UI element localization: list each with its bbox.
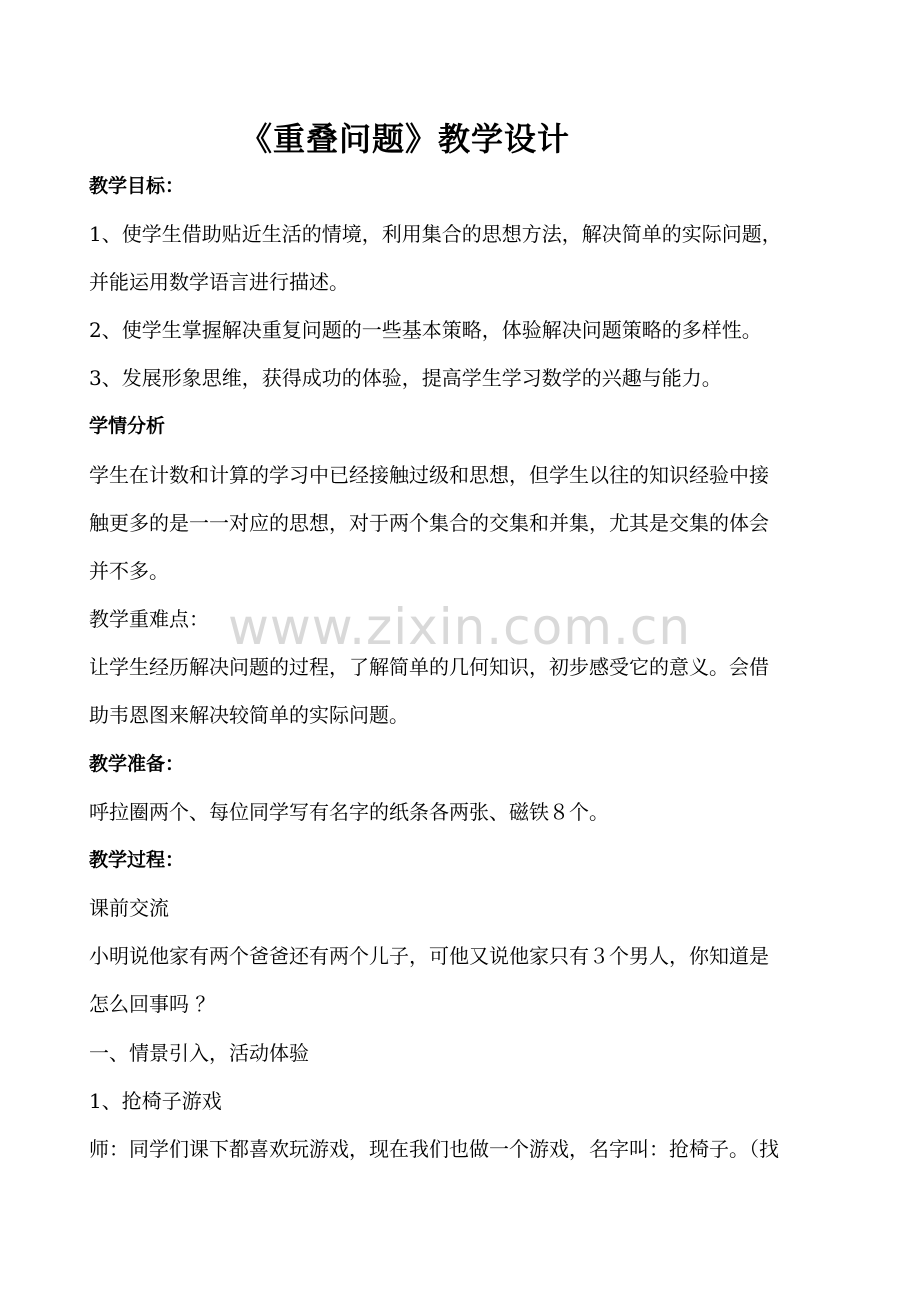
- heading-teaching-process: 教学过程：: [89, 849, 185, 871]
- watermark: www.zixin.com.cn: [228, 598, 692, 656]
- paragraph-line: 呼拉圈两个、每位同学写有名字的纸条各两张、磁铁８个。: [89, 800, 609, 824]
- paragraph-line: 一、情景引入，活动体验: [89, 1041, 309, 1065]
- paragraph-line: 师：同学们课下都喜欢玩游戏，现在我们也做一个游戏，名字叫：抢椅子。（找: [89, 1137, 779, 1161]
- heading-student-analysis: 学情分析: [89, 415, 166, 437]
- paragraph-line: 并能运用数学语言进行描述。: [89, 270, 349, 294]
- paragraph-line: 1、使学生借助贴近生活的情境，利用集合的思想方法，解决简单的实际问题，: [89, 222, 782, 246]
- paragraph-line: 怎么回事吗 ？: [89, 992, 216, 1016]
- paragraph-line: 小明说他家有两个爸爸还有两个儿子，可他又说他家只有３个男人，你知道是: [89, 944, 769, 968]
- paragraph-line: 2、使学生掌握解决重复问题的一些基本策略，体验解决问题策略的多样性。: [89, 318, 762, 342]
- paragraph-line: 让学生经历解决问题的过程，了解简单的几何知识，初步感受它的意义。会借: [89, 655, 769, 679]
- paragraph-line: 学生在计数和计算的学习中已经接触过级和思想，但学生以往的知识经验中接: [89, 463, 769, 487]
- heading-preparation: 教学准备：: [89, 753, 185, 775]
- document-title: 《重叠问题》教学设计: [240, 120, 571, 158]
- paragraph-line: 3、发展形象思维，获得成功的体验，提高学生学习数学的兴趣与能力。: [89, 366, 722, 390]
- heading-teaching-goals: 教学目标：: [89, 175, 185, 197]
- paragraph-line: 助韦恩图来解决较简单的实际问题。: [89, 703, 409, 727]
- heading-key-difficulties: 教学重难点：: [89, 607, 209, 631]
- paragraph-line: 课前交流: [89, 896, 169, 920]
- paragraph-line: 触更多的是一一对应的思想，对于两个集合的交集和并集，尤其是交集的体会: [89, 511, 769, 535]
- paragraph-line: 并不多。: [89, 559, 169, 583]
- paragraph-line: 1、抢椅子游戏: [89, 1089, 222, 1113]
